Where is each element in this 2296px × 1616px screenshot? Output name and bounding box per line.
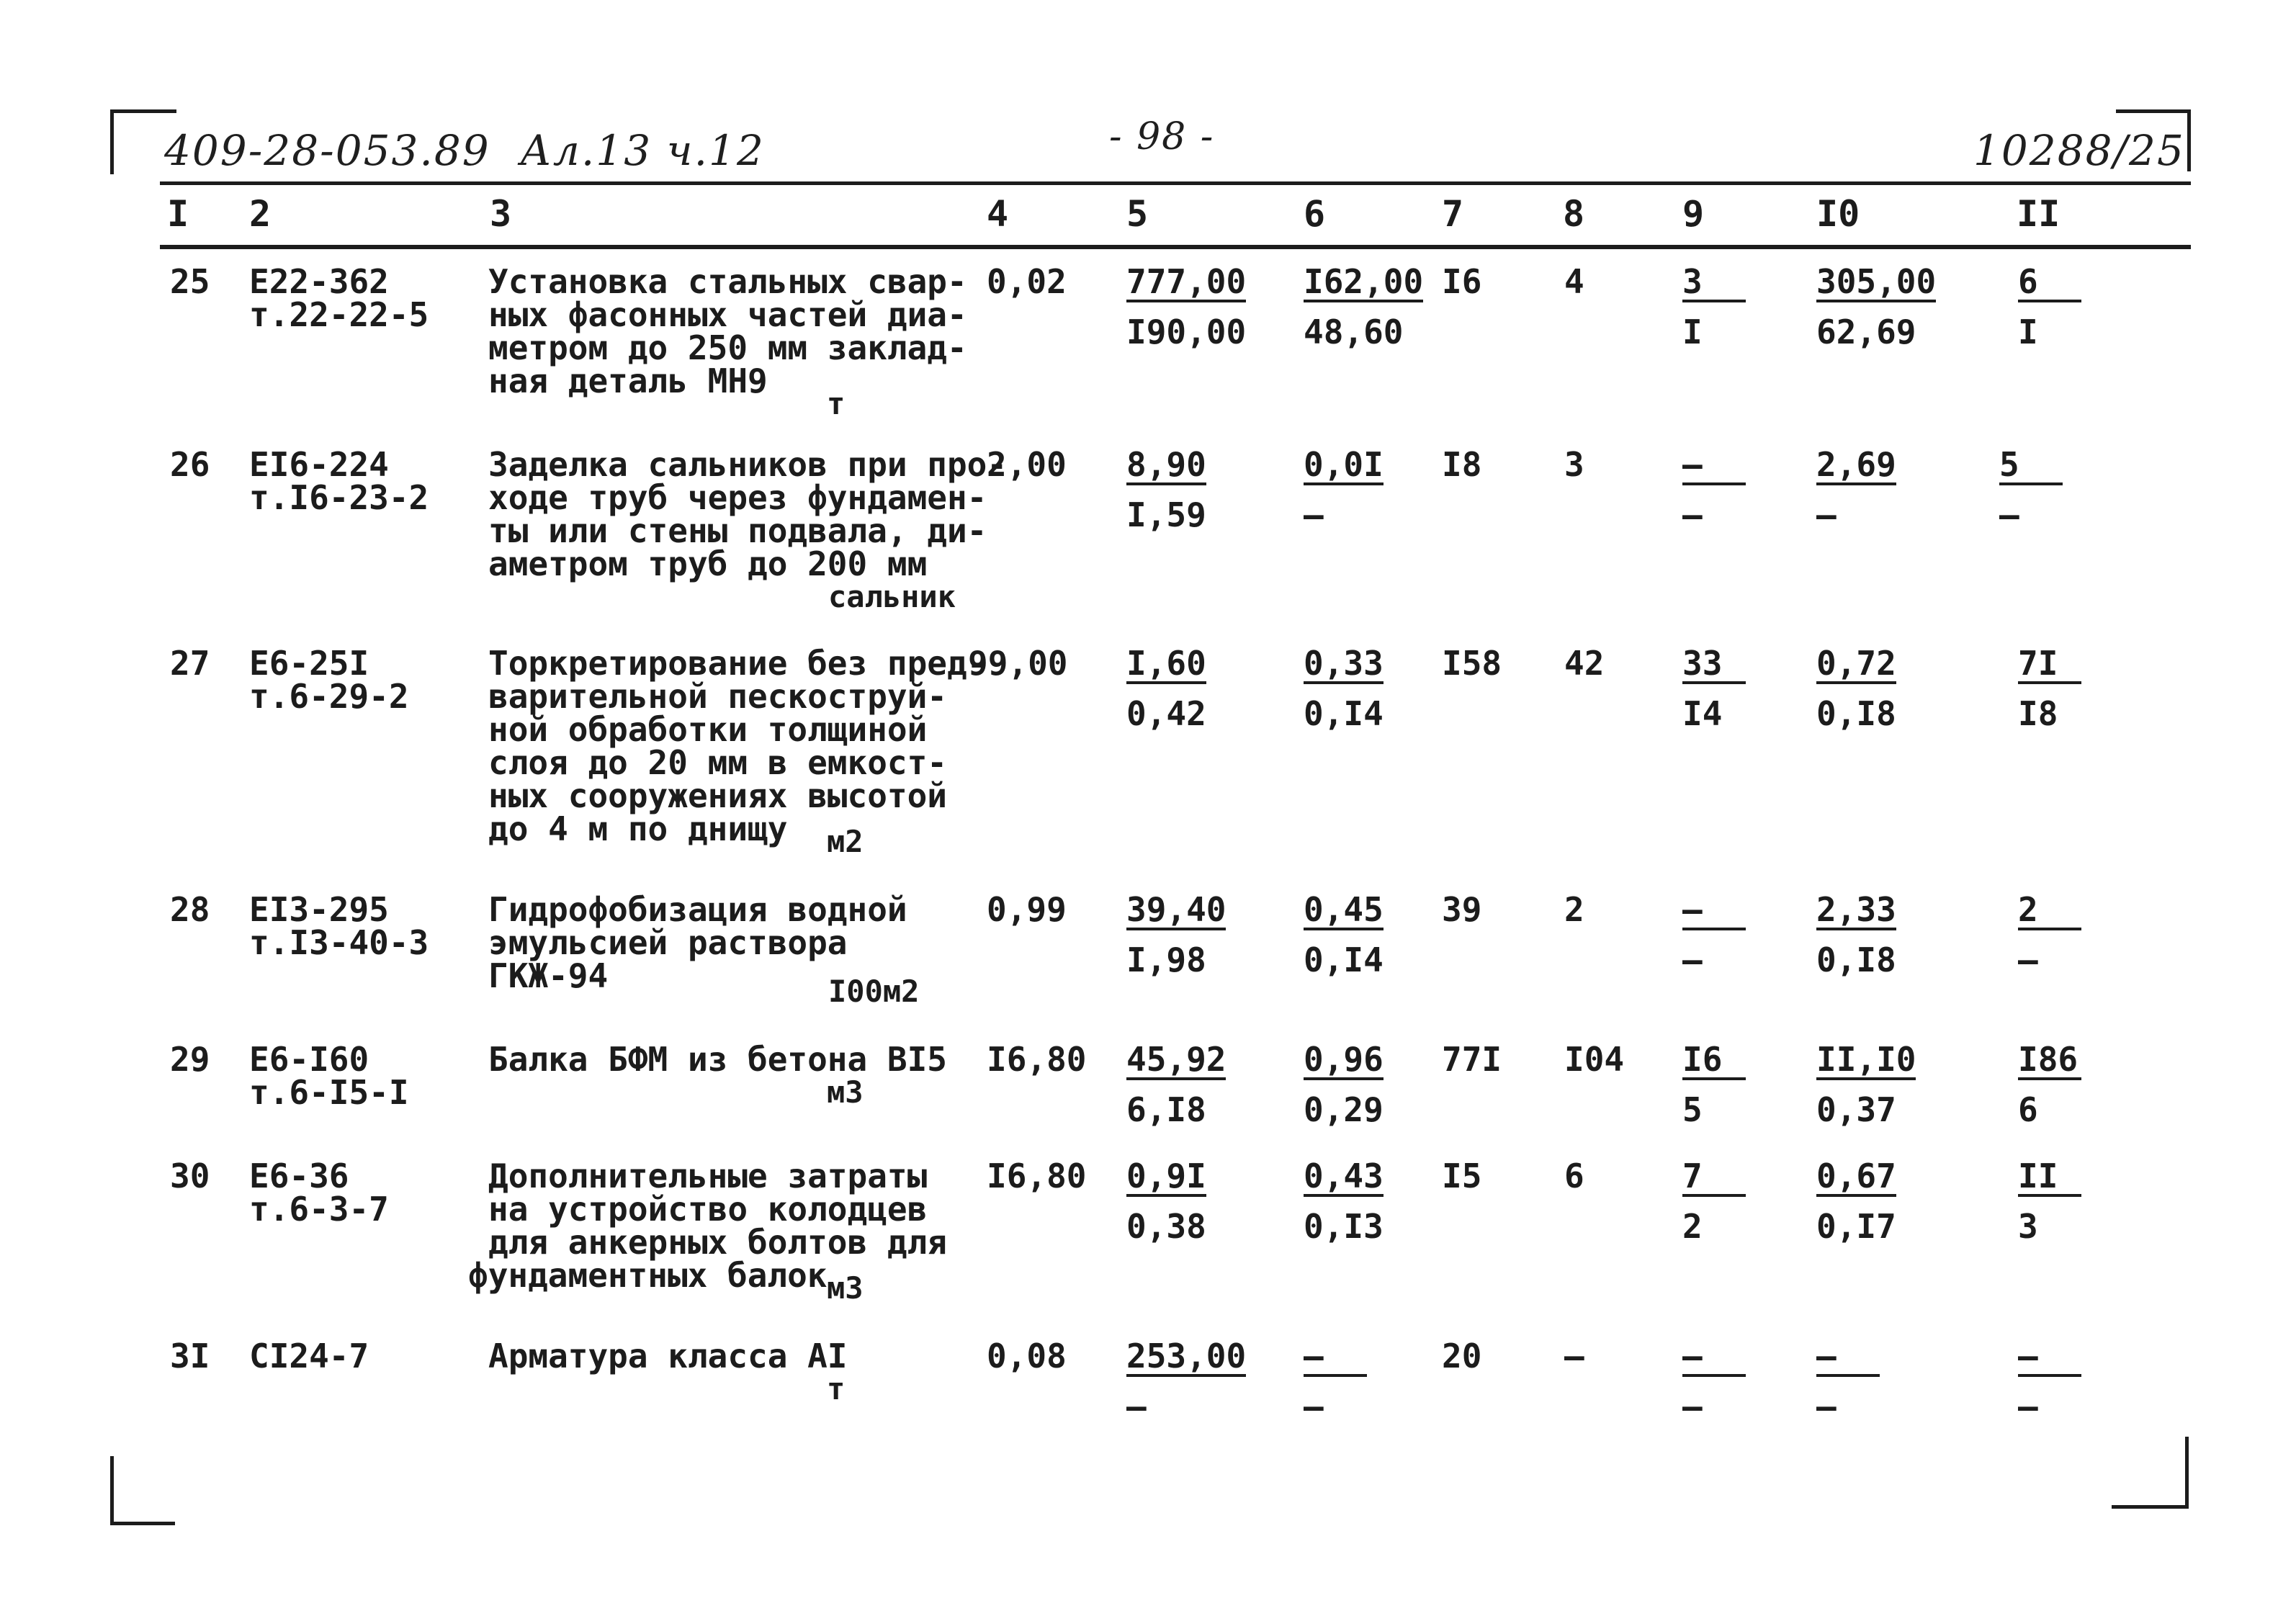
labor-input-unit bbox=[1816, 1157, 1896, 1246]
work-description bbox=[488, 644, 987, 848]
machine-cost bbox=[1682, 644, 1746, 733]
price-code: Е6-36 bbox=[249, 1157, 349, 1195]
work-description bbox=[488, 1339, 848, 1373]
total-cost: 39 bbox=[1442, 890, 1482, 929]
description-line: Дополнительные затраты bbox=[488, 1157, 928, 1195]
header-bottom-rule bbox=[160, 245, 2191, 249]
price-code: СI24-7 bbox=[249, 1337, 369, 1375]
fraction-top: 7I bbox=[2018, 647, 2081, 684]
fraction-bottom: – bbox=[1682, 941, 1703, 979]
column-header-10: I0 bbox=[1816, 193, 1860, 235]
frame-corner-bottom-right-h bbox=[2112, 1505, 2189, 1509]
unit-of-measure: I00м2 bbox=[828, 974, 920, 1009]
fraction-bottom: 62,69 bbox=[1816, 313, 1916, 351]
fraction-bottom: 0,I8 bbox=[1816, 694, 1896, 733]
description-line: ГКЖ-94 bbox=[488, 956, 609, 995]
column-header-8: 8 bbox=[1563, 193, 1585, 235]
row-number: 28 bbox=[170, 890, 210, 929]
fraction-top: 253,00 bbox=[1126, 1337, 1247, 1375]
unit-of-measure: т bbox=[827, 1371, 846, 1406]
price-table-ref: т.6-3-7 bbox=[249, 1190, 389, 1229]
total-wages: 42 bbox=[1564, 644, 1605, 683]
description-line: для анкерных болтов для bbox=[488, 1223, 947, 1262]
fraction-top: – bbox=[1304, 1339, 1367, 1377]
table-top-rule bbox=[160, 181, 2191, 185]
labor-input-unit bbox=[1816, 1337, 1880, 1426]
labor-input-total bbox=[2018, 1337, 2081, 1426]
total-cost: I58 bbox=[1442, 644, 1502, 683]
price-table-ref: т.6-29-2 bbox=[249, 677, 409, 716]
frame-corner-top-right-h bbox=[2116, 109, 2191, 113]
fraction-top: 39,40 bbox=[1126, 890, 1227, 929]
fraction-bottom: 6 bbox=[2018, 1090, 2038, 1129]
sheet-reference: Ал.13 ч.12 bbox=[520, 126, 765, 175]
fraction-bottom: 0,I8 bbox=[1816, 941, 1896, 979]
unit-cost bbox=[1126, 644, 1206, 733]
unit-cost-labor bbox=[1304, 262, 1424, 351]
fraction-top: – bbox=[2018, 1339, 2081, 1377]
description-line: ходе труб через фундамен- bbox=[488, 478, 987, 517]
column-header-11: II bbox=[2017, 193, 2060, 235]
fraction-bottom: – bbox=[2018, 941, 2038, 979]
description-line: Торкретирование без пред- bbox=[488, 644, 987, 683]
machine-cost bbox=[1682, 890, 1746, 979]
column-header-4: 4 bbox=[987, 193, 1009, 235]
column-header-1: I bbox=[167, 193, 189, 235]
frame-corner-top-right-v bbox=[2187, 109, 2191, 171]
unit-cost bbox=[1126, 445, 1206, 534]
description-line: слоя до 20 мм в емкост- bbox=[488, 743, 947, 782]
unit-cost bbox=[1126, 1157, 1206, 1246]
fraction-bottom: – bbox=[1682, 495, 1703, 534]
quantity: 0,08 bbox=[987, 1337, 1067, 1375]
fraction-bottom: 0,42 bbox=[1126, 694, 1206, 733]
fraction-bottom: 0,38 bbox=[1126, 1207, 1206, 1246]
unit-cost-labor bbox=[1304, 890, 1384, 979]
work-description bbox=[488, 1040, 947, 1079]
unit-cost-labor bbox=[1304, 1157, 1384, 1246]
fraction-top: II bbox=[2018, 1159, 2081, 1197]
column-header-2: 2 bbox=[249, 193, 272, 235]
fraction-bottom: 0,I4 bbox=[1304, 941, 1384, 979]
total-wages: 2 bbox=[1564, 890, 1584, 929]
fraction-bottom: 0,I4 bbox=[1304, 694, 1384, 733]
fraction-bottom: I bbox=[1682, 313, 1703, 351]
description-line: Заделка сальников при про- bbox=[488, 445, 1008, 484]
fraction-top: I86 bbox=[2018, 1043, 2081, 1080]
fraction-bottom: 0,29 bbox=[1304, 1090, 1384, 1129]
fraction-top: 777,00 bbox=[1126, 262, 1247, 301]
fraction-top: II,I0 bbox=[1816, 1040, 1916, 1079]
row-number: 27 bbox=[170, 644, 210, 683]
description-line: варительной пескоструй- bbox=[488, 677, 947, 716]
column-header-9: 9 bbox=[1682, 193, 1705, 235]
labor-input-unit bbox=[1816, 644, 1896, 733]
inventory-number: 10288/25 bbox=[1973, 126, 2185, 175]
labor-input-total bbox=[2018, 262, 2081, 351]
machine-cost bbox=[1682, 445, 1746, 534]
fraction-top: 0,33 bbox=[1304, 644, 1384, 683]
description-line: ты или стены подвала, ди- bbox=[488, 511, 987, 550]
description-line: метром до 250 мм заклад- bbox=[488, 328, 967, 367]
price-code: Е22-362 bbox=[249, 262, 389, 301]
unit-cost bbox=[1126, 1040, 1227, 1129]
price-code: Е6-25I bbox=[249, 644, 369, 683]
fraction-top: 305,00 bbox=[1816, 262, 1937, 301]
fraction-top: 3 bbox=[1682, 265, 1746, 302]
unit-cost-labor bbox=[1304, 1040, 1384, 1129]
description-line: ных фасонных частей диа- bbox=[488, 295, 967, 334]
fraction-bottom: 3 bbox=[2018, 1207, 2038, 1246]
fraction-bottom: – bbox=[1126, 1387, 1147, 1426]
row-number: 29 bbox=[170, 1040, 210, 1079]
fraction-top: 0,45 bbox=[1304, 890, 1384, 929]
price-code: Е6-I60 bbox=[249, 1040, 369, 1079]
fraction-bottom: I bbox=[2018, 313, 2038, 351]
total-cost: I6 bbox=[1442, 262, 1482, 301]
column-header-7: 7 bbox=[1442, 193, 1464, 235]
price-table-ref: т.I3-40-3 bbox=[249, 923, 429, 962]
fraction-bottom: – bbox=[1304, 1387, 1324, 1426]
fraction-top: 5 bbox=[1999, 448, 2063, 485]
quantity: 99,00 bbox=[968, 644, 1068, 683]
total-wages: 3 bbox=[1564, 445, 1584, 484]
fraction-bottom: 0,I7 bbox=[1816, 1207, 1896, 1246]
description-line: Арматура класса АI bbox=[488, 1337, 848, 1375]
fraction-top: – bbox=[1816, 1339, 1880, 1377]
total-wages: 4 bbox=[1564, 262, 1584, 301]
fraction-top: 0,0I bbox=[1304, 445, 1384, 484]
description-line: Установка стальных свар- bbox=[488, 262, 967, 301]
fraction-top: 0,96 bbox=[1304, 1040, 1384, 1079]
fraction-top: I6 bbox=[1682, 1043, 1746, 1080]
page-number: - 98 - bbox=[1109, 115, 1215, 158]
description-line: эмульсией раствора bbox=[488, 923, 848, 962]
fraction-top: 0,72 bbox=[1816, 644, 1896, 683]
fraction-top: 2,69 bbox=[1816, 445, 1896, 484]
fraction-top: – bbox=[1682, 893, 1746, 930]
fraction-bottom: – bbox=[1816, 1387, 1837, 1426]
fraction-top: 7 bbox=[1682, 1159, 1746, 1197]
fraction-top: – bbox=[1682, 1339, 1746, 1377]
price-table-ref: т.22-22-5 bbox=[249, 295, 429, 334]
total-wages: 6 bbox=[1564, 1157, 1584, 1195]
price-code: ЕI6-224 bbox=[249, 445, 389, 484]
fraction-top: I,60 bbox=[1126, 644, 1206, 683]
description-line: на устройство колодцев bbox=[488, 1190, 928, 1229]
labor-input-total bbox=[2018, 644, 2081, 733]
price-table-ref: т.I6-23-2 bbox=[249, 478, 429, 517]
row-number: 3I bbox=[170, 1337, 210, 1375]
row-number: 30 bbox=[170, 1157, 210, 1195]
labor-input-unit bbox=[1816, 262, 1937, 351]
fraction-top: 0,67 bbox=[1816, 1157, 1896, 1195]
unit-of-measure: т bbox=[827, 386, 846, 421]
unit-of-measure: м3 bbox=[827, 1270, 864, 1306]
labor-input-unit bbox=[1816, 445, 1896, 534]
total-cost: I8 bbox=[1442, 445, 1482, 484]
frame-corner-bottom-left-v bbox=[110, 1456, 114, 1525]
fraction-top: 8,90 bbox=[1126, 445, 1206, 484]
labor-input-total bbox=[2018, 890, 2081, 979]
machine-cost bbox=[1682, 262, 1746, 351]
description-line: фундаментных балок bbox=[468, 1256, 828, 1295]
fraction-top: 2,33 bbox=[1816, 890, 1896, 929]
unit-cost-labor bbox=[1304, 445, 1384, 534]
frame-corner-top-left-v bbox=[110, 109, 114, 174]
fraction-bottom: I4 bbox=[1682, 694, 1723, 733]
row-number: 25 bbox=[170, 262, 210, 301]
fraction-bottom: 48,60 bbox=[1304, 313, 1404, 351]
fraction-bottom: I90,00 bbox=[1126, 313, 1247, 351]
quantity: I6,80 bbox=[987, 1040, 1087, 1079]
fraction-bottom: 5 bbox=[1682, 1090, 1703, 1129]
fraction-top: 6 bbox=[2018, 265, 2081, 302]
description-line: ная деталь МН9 bbox=[488, 362, 768, 400]
fraction-top: – bbox=[1682, 448, 1746, 485]
unit-cost-labor bbox=[1304, 1337, 1367, 1426]
fraction-top: 0,9I bbox=[1126, 1157, 1206, 1195]
row-number: 26 bbox=[170, 445, 210, 484]
description-line: ной обработки толщиной bbox=[488, 710, 928, 749]
price-table-ref: т.6-I5-I bbox=[249, 1073, 409, 1112]
total-cost: I5 bbox=[1442, 1157, 1482, 1195]
work-description bbox=[468, 1157, 947, 1295]
price-code: ЕI3-295 bbox=[249, 890, 389, 929]
work-description bbox=[488, 262, 967, 400]
fraction-bottom: 0,I3 bbox=[1304, 1207, 1384, 1246]
quantity: I6,80 bbox=[987, 1157, 1087, 1195]
work-description bbox=[488, 445, 1008, 583]
total-cost: 77I bbox=[1442, 1040, 1502, 1079]
description-line: аметром труб до 200 мм bbox=[488, 544, 928, 583]
quantity: 0,02 bbox=[987, 262, 1067, 301]
quantity: 2,00 bbox=[987, 445, 1067, 484]
fraction-bottom: I8 bbox=[2018, 694, 2058, 733]
labor-input-unit bbox=[1816, 1040, 1916, 1129]
machine-cost bbox=[1682, 1040, 1746, 1129]
labor-input-total bbox=[2018, 1040, 2081, 1129]
labor-input-unit bbox=[1816, 890, 1896, 979]
fraction-top: 33 bbox=[1682, 647, 1746, 684]
document-code: 409-28-053.89 bbox=[164, 126, 490, 175]
column-header-6: 6 bbox=[1304, 193, 1326, 235]
fraction-top: 2 bbox=[2018, 893, 2081, 930]
fraction-bottom: 6,I8 bbox=[1126, 1090, 1206, 1129]
frame-corner-bottom-left-h bbox=[110, 1522, 175, 1525]
description-line: Балка БФМ из бетона ВI5 bbox=[488, 1040, 947, 1079]
total-wages: – bbox=[1564, 1337, 1584, 1375]
unit-of-measure: м2 bbox=[827, 824, 864, 859]
fraction-top: 45,92 bbox=[1126, 1040, 1227, 1079]
column-header-5: 5 bbox=[1126, 193, 1149, 235]
unit-of-measure: м3 bbox=[827, 1074, 864, 1110]
fraction-bottom: – bbox=[1304, 495, 1324, 534]
fraction-top: I62,00 bbox=[1304, 262, 1424, 301]
fraction-bottom: – bbox=[1999, 495, 2019, 534]
description-line: ных сооружениях высотой bbox=[488, 776, 947, 815]
frame-corner-top-left-h bbox=[110, 109, 176, 113]
unit-cost bbox=[1126, 1337, 1247, 1426]
quantity: 0,99 bbox=[987, 890, 1067, 929]
fraction-bottom: I,59 bbox=[1126, 495, 1206, 534]
machine-cost bbox=[1682, 1337, 1746, 1426]
fraction-top: 0,43 bbox=[1304, 1157, 1384, 1195]
description-line: Гидрофобизация водной bbox=[488, 890, 907, 929]
unit-cost bbox=[1126, 890, 1227, 979]
machine-cost bbox=[1682, 1157, 1746, 1246]
fraction-bottom: – bbox=[2018, 1387, 2038, 1426]
fraction-bottom: – bbox=[1682, 1387, 1703, 1426]
fraction-bottom: I,98 bbox=[1126, 941, 1206, 979]
column-header-3: 3 bbox=[490, 193, 512, 235]
description-line: до 4 м по днищу bbox=[488, 809, 788, 848]
unit-of-measure: сальник bbox=[828, 579, 956, 614]
frame-corner-bottom-right-v bbox=[2185, 1437, 2189, 1509]
fraction-bottom: – bbox=[1816, 495, 1837, 534]
fraction-bottom: 0,37 bbox=[1816, 1090, 1896, 1129]
unit-cost-labor bbox=[1304, 644, 1384, 733]
labor-input-total bbox=[1999, 445, 2063, 534]
fraction-bottom: 2 bbox=[1682, 1207, 1703, 1246]
labor-input-total bbox=[2018, 1157, 2081, 1246]
total-cost: 20 bbox=[1442, 1337, 1482, 1375]
unit-cost bbox=[1126, 262, 1247, 351]
total-wages: I04 bbox=[1564, 1040, 1625, 1079]
